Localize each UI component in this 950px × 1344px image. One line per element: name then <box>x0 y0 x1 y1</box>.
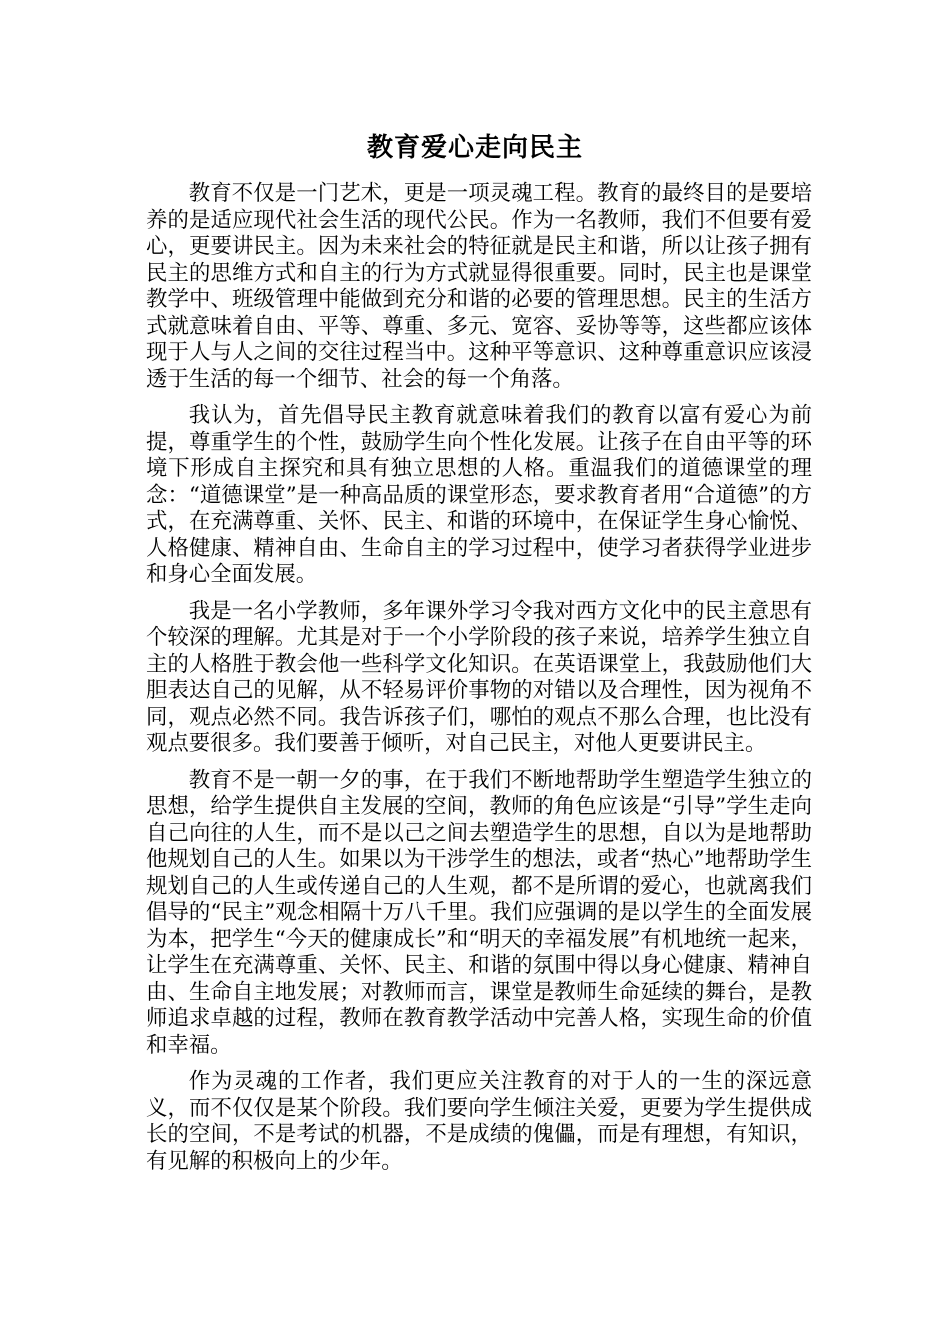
document-title: 教育爱心走向民主 <box>366 133 583 163</box>
paragraph-2: 我认为，首先倡导民主教育就意味着我们的教育以富有爱心为前提，尊重学生的个性，鼓励学生向个性化发展。让孩子在自由平等的环境下形成自主探究和具有独立思想的人格。重温我们的道德课堂的理念：“道德课堂”是一种高品质的课堂形态，要求教育者用“合道德”的方式，在充满尊重、关怀、民主、和谐的环境中，在保证学生身心愉悦、人格健康、精神自由、生命自主的学习过程中，使学习者获得学业进步和身心全面发展。 <box>146 403 812 587</box>
document-body <box>146 181 812 1185</box>
paragraph-4: 教育不是一朝一夕的事，在于我们不断地帮助学生塑造学生独立的思想，给学生提供自主发展的空间，教师的角色应该是“引导”学生走向自己向往的人生，而不是以己之间去塑造学生的思想，自以为是地帮助他规划自己的人生。如果以为干涉学生的想法，或者“热心”地帮助学生规划自己的人生或传递自己的人生观，都不是所谓的爱心，也就离我们倡导的“民主”观念相隔十万八千里。我们应强调的是以学生的全面发展为本，把学生“今天的健康成长”和“明天的幸福发展”有机地统一起来，让学生在充满尊重、关怀、民主、和谐的氛围中得以身心健康、精神自由、生命自主地发展；对教师而言，课堂是教师生命延续的舞台，是教师追求卓越的过程，教师在教育教学活动中完善人格，实现生命的价值和幸福。 <box>146 767 812 1058</box>
paragraph-1: 教育不仅是一门艺术，更是一项灵魂工程。教育的最终目的是要培养的是适应现代社会生活的现代公民。作为一名教师，我们不但要有爱心，更要讲民主。因为未来社会的特征就是民主和谐，所以让孩子拥有民主的思维方式和自主的行为方式就显得很重要。同时，民主也是课堂教学中、班级管理中能做到充分和谐的必要的管理思想。民主的生活方式就意味着自由、平等、尊重、多元、宽容、妥协等等，这些都应该体现于人与人之间的交往过程当中。这种平等意识、这种尊重意识应该浸透于生活的每一个细节、社会的每一个角落。 <box>146 181 812 392</box>
paragraph-3: 我是一名小学教师，多年课外学习令我对西方文化中的民主意思有个较深的理解。尤其是对于一个小学阶段的孩子来说，培养学生独立自主的人格胜于教会他一些科学文化知识。在英语课堂上，我鼓励他们大胆表达自己的见解，从不轻易评价事物的对错以及合理性，因为视角不同，观点必然不同。我告诉孩子们，哪怕的观点不那么合理，也比没有观点要很多。我们要善于倾听，对自己民主，对他人更要讲民主。 <box>146 598 812 756</box>
paragraph-5: 作为灵魂的工作者，我们更应关注教育的对于人的一生的深远意义，而不仅仅是某个阶段。我们要向学生倾注关爱，更要为学生提供成长的空间，不是考试的机器，不是成绩的傀儡，而是有理想，有知识，有见解的积极向上的少年。 <box>146 1069 812 1174</box>
